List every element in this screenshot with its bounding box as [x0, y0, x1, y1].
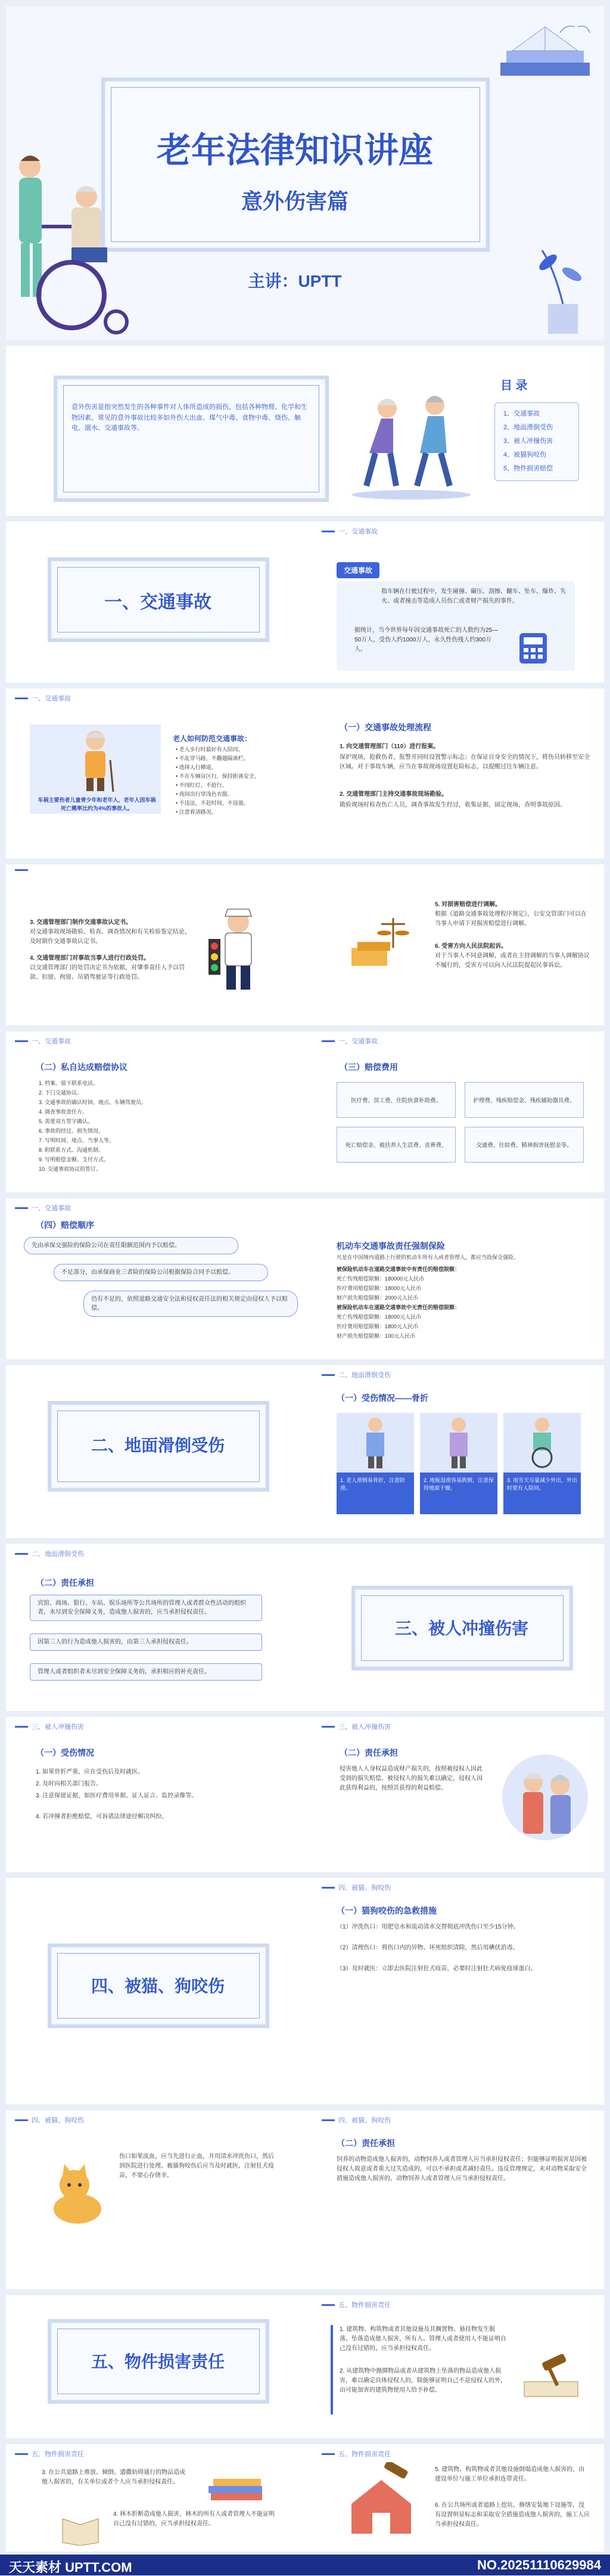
cover-title: 老年法律知识讲座 — [156, 131, 433, 170]
procedure-step-1: 1. 向交通管理部门（110）进行报案。 — [340, 743, 440, 750]
cover-slide — [6, 6, 604, 340]
prevent-title: 老人如何防范交通事故： — [173, 734, 252, 743]
breadcrumb — [15, 869, 28, 871]
elder-with-cane-icon — [69, 727, 122, 793]
prevent-item-6: • 夜间出行穿浅色衣服。 — [176, 791, 233, 797]
breadcrumb — [15, 1549, 84, 1558]
breadcrumb-label: 五、物件损害责任 — [32, 2451, 84, 2458]
agreement-item-2: 2. 下门交通协议。 — [39, 1090, 83, 1096]
order-step-1: 先由承保交强险的保险公司在责任限额范围内予以赔偿。 — [24, 1237, 238, 1254]
collision-injury-3: 3. 注意保留证据，如医疗费用单据、证人证言、监控录像等。 — [36, 1793, 198, 1799]
compensation-cell-2: 护理费、残疾赔偿金、残疾辅助器具费。 — [465, 1082, 584, 1118]
prevent-item-7: • 不违法，不赶时间，不逞强。 — [176, 800, 249, 806]
agreement-item-6: 6. 事故的经过、损失情况。 — [39, 1128, 104, 1134]
insurance-title: 机动车交通事故责任强制保险 — [337, 1241, 445, 1251]
agreement-title: （二）私自达成赔偿协议 — [36, 1062, 127, 1072]
procedure-title: （一）交通事故处理流程 — [340, 723, 431, 732]
gavel-book-icon — [518, 2349, 584, 2403]
slip-liability-1: 宾馆、商场、银行、车站、娱乐场所等公共场所的管理人或者群众性活动的组织者，未尽到安全保障义务，造成他人损害的，应当承担侵权责任。 — [30, 1595, 262, 1621]
breadcrumb-right — [322, 2449, 391, 2459]
procedure-step-2-desc: 勘验现场时检查伤亡人员，调查事故发生经过，收集证据，固定现场，查明事故原因。 — [340, 802, 566, 808]
breadcrumb-label: 一、交通事故 — [338, 1038, 378, 1045]
breadcrumb-label: 五、物件损害责任 — [338, 2302, 391, 2309]
bite-section-slide — [6, 1878, 604, 2104]
insurance-line-8: 财产损失赔偿限额：100元人民币 — [337, 1333, 416, 1339]
breadcrumb-label: 一、交通事故 — [32, 1205, 71, 1212]
object-rule-5: 5. 建筑物、构筑物或者其他设施倒塌造成他人损害的，由建设单位与施工单位承担连带责任。 — [435, 2466, 585, 2482]
prevent-item-2: • 不乱穿马路，不翻越隔离栏。 — [176, 755, 249, 761]
breadcrumb — [15, 1203, 71, 1213]
slip-injury-title: （一）受伤情况——骨折 — [337, 1393, 428, 1403]
procedure-step-5: 5. 对损害赔偿进行调解。 — [435, 901, 502, 908]
breadcrumb-right — [322, 2115, 391, 2125]
collision-injury-title: （一）受伤情况 — [36, 1748, 94, 1757]
elder-walker-icon — [441, 1416, 477, 1470]
agreement-item-8: 8. 附联系方式、沟通机制。 — [39, 1147, 104, 1153]
insurance-line-3: 医疗费用赔偿限额：18000元人民币 — [337, 1285, 422, 1291]
prevent-item-3: • 选择人行横道。 — [176, 764, 217, 770]
traffic-definition: 指车辆在行驶过程中，发生碰撞、碾压、刮擦、翻车、坠车、爆炸、失火、或者撞击等造成人员伤亡或者财产损失的事件。 — [381, 588, 566, 605]
toc-item-1[interactable]: 1、交通事故 — [503, 410, 540, 417]
bite-firstaid-1: （1）冲洗伤口：用肥皂水和流动清水交替彻底冲洗伤口至少15分钟。 — [337, 1924, 519, 1930]
object-section-slide — [6, 2295, 604, 2438]
collision-liability-title: （二）责任承担 — [340, 1748, 398, 1757]
nurse-elder-icon — [357, 1416, 393, 1470]
insurance-line-2: 死亡伤残赔偿限额：180000元人民币 — [337, 1276, 425, 1282]
collision-slide — [6, 1717, 604, 1872]
object-rule-6: 6. 在公共场所或者道路上挖坑、修缮安装地下设施等，没有设置明显标志和采取安全措施造成他人损害的，施工人应当承担侵权责任。 — [435, 2502, 590, 2528]
traffic-procedure-slide — [6, 864, 604, 1025]
breadcrumb — [15, 693, 71, 703]
procedure-step-4-desc: 以交通管理部门的处罚决定书为依据，对肇事责任人予以罚款、扣留、拘留、吊销驾驶证等行政处罚。 — [30, 965, 185, 981]
collision-injury-1: 1. 如果骨折严重，应在受伤后及时就医。 — [36, 1769, 144, 1775]
slip-note-3: 3. 雨雪天尽量减少外出，外出时要有人陪同。 — [503, 1473, 581, 1514]
compensation-cell-1: 医疗费、误工费、住院伙食补助费。 — [337, 1082, 456, 1118]
traffic-statistics: 据统计，当今世界每年因交通事故死亡的人数约为25—50万人，受伤人约1000万人，永久性伤残人约300万人。 — [354, 627, 499, 653]
bite-firstaid-title: （一）猫狗咬伤的急救措施 — [337, 1906, 437, 1915]
intro-frame — [54, 376, 329, 502]
intro-text: 意外伤害是指突然发生的各种事件对人体所造成的损伤，包括各种物理、化学和生物因素。常见的意外事故比较多如外伤大出血、煤气中毒、食物中毒、烧伤、触电、溺水、交通事故等。 — [71, 404, 307, 432]
traffic-prevent-slide — [6, 689, 604, 858]
agreement-item-4: 4. 调查事故责任方。 — [39, 1109, 88, 1115]
breadcrumb — [322, 526, 378, 536]
agreement-item-10: 10. 交通事故协议的签订。 — [39, 1166, 102, 1172]
walking-elders-icon — [346, 382, 483, 501]
procedure-step-6-desc: 对于当事人不同意调解，或者在主持调解的当事人调解协议不履行的，受害方可以向人民法院提起民事诉讼。 — [435, 953, 590, 969]
collision-injury-2: 2. 及时向相关部门报告。 — [36, 1781, 102, 1787]
prevent-item-1: • 老人步行时最好有人陪同。 — [176, 746, 244, 752]
breadcrumb-label: 二、地面滑倒受伤 — [32, 1551, 84, 1558]
cover-subtitle: 意外伤害篇 — [241, 189, 348, 213]
order-step-2: 不足部分，由承保商业三者险的保险公司根据保险合同予以赔偿。 — [54, 1264, 268, 1281]
breadcrumb — [322, 1370, 391, 1380]
elder-caption: 车祸主要伤者儿童青少年和老年人，老年人因车祸死亡概率比约为4%的事故人。 — [38, 797, 156, 812]
bite-liability-title: （二）责任承担 — [337, 2138, 395, 2148]
breadcrumb-left — [15, 1036, 71, 1046]
prevent-item-5: • 不闯红灯，不抢行。 — [176, 782, 228, 788]
bite-firstaid-3: （3）及时就医：立即去医院注射狂犬疫苗，必要时注射狂犬病免疫球蛋白。 — [337, 1966, 537, 1972]
traffic-tag: 交通事故 — [337, 562, 379, 578]
books-icon — [488, 15, 602, 104]
agreement-item-5: 5. 需要双方签字确认。 — [39, 1118, 94, 1124]
intro-toc-slide — [6, 346, 604, 516]
section-title-4: 四、被猫、狗咬伤 — [91, 1977, 225, 1995]
breadcrumb-right — [322, 1722, 391, 1731]
toc-item-2[interactable]: 2、地面滑倒受伤 — [503, 424, 553, 431]
compensation-cell-4: 交通费、住宿费、精神损害抚慰金等。 — [465, 1127, 584, 1163]
traffic-police-icon — [203, 903, 274, 993]
breadcrumb — [322, 1883, 391, 1892]
object-rule-4: 4. 林木折断造成他人损害，林木的所有人或者管理人不能证明自己没有过错的，应当承担侵权责任。 — [113, 2511, 275, 2527]
breadcrumb-right — [322, 1036, 378, 1046]
slip-liability-title: （二）责任承担 — [36, 1578, 94, 1588]
books-stack-icon — [203, 2462, 268, 2504]
procedure-step-5-desc: 根据《道路交通事故处理程序规定》，公安交管部门可以在当事人申请下对损害赔偿进行调解。 — [435, 911, 587, 927]
watermark-left: 天天素材 UPTT.COM — [9, 2560, 132, 2575]
agreement-item-1: 1. 档案、留下联系电话。 — [39, 1080, 99, 1086]
breadcrumb-label: 三、被人冲撞伤害 — [338, 1723, 391, 1731]
breadcrumb-left — [15, 1722, 84, 1731]
breadcrumb-label: 五、物件损害责任 — [338, 2451, 391, 2458]
bite-advice: 伤口如果流血，应当先进行止血，并用清水冲洗伤口，然后到医院进行处理。被猫狗咬伤后应当及时就医，注射狂犬疫苗，不要心存侥幸。 — [119, 2153, 274, 2179]
slip-note-1: 1. 老人滑倒易骨折，注意防滑。 — [337, 1473, 414, 1514]
breadcrumb-left — [15, 2449, 84, 2459]
breadcrumb-label: 一、交通事故 — [32, 1038, 71, 1045]
section-title-1: 一、交通事故 — [104, 593, 211, 612]
object-rule-2: 2. 从建筑物中抛掷物品或者从建筑物上坠落的物品造成他人损害，难以确定具体侵权人的，除能够证明自己不是侵权人的外，由可能加害的建筑物使用人给予补偿。 — [340, 2368, 506, 2394]
compensation-cell-3: 死亡赔偿金、被扶养人生活费、丧葬费。 — [337, 1127, 456, 1163]
object-liability-slide — [6, 2444, 604, 2552]
section-title-5: 五、物件损害责任 — [91, 2352, 225, 2371]
accent-bar — [331, 2325, 333, 2414]
breadcrumb-label: 一、交通事故 — [338, 528, 378, 535]
cat-icon — [42, 2158, 113, 2230]
bite-firstaid-2: （2）清理伤口：将伤口内的异物、坏死组织清除，然后用碘伏消毒。 — [337, 1945, 519, 1951]
order-title: （四）赔偿顺序 — [36, 1220, 94, 1230]
slip-section-slide — [6, 1365, 604, 1538]
procedure-step-4: 4. 交通管理部门对事故当事人进行行政处罚。 — [30, 955, 150, 962]
watermark-right: NO.20251110629984 — [477, 2558, 601, 2572]
agreement-compensation-slide — [6, 1031, 604, 1192]
breadcrumb-label: 二、地面滑倒受伤 — [338, 1372, 391, 1379]
book-pen-icon — [60, 2510, 101, 2546]
section-title-2: 二、地面滑倒受伤 — [91, 1436, 225, 1455]
breadcrumb-label: 四、被猫、狗咬伤 — [338, 2117, 391, 2124]
breadcrumb-label: 一、交通事故 — [32, 695, 71, 702]
section-title-3: 三、被人冲撞伤害 — [394, 1619, 528, 1638]
elder-couple-icon — [500, 1753, 590, 1848]
procedure-step-3-desc: 对交通事故现场勘验、检查、调查情况和有关检验鉴定结论，及时制作交通事故认定书。 — [30, 929, 191, 945]
breadcrumb-label: 四、被猫、狗咬伤 — [338, 1884, 391, 1892]
toc-item-5[interactable]: 5、物件损害赔偿 — [503, 465, 553, 472]
procedure-step-3: 3. 交通管理部门制作交通事故认定书。 — [30, 919, 132, 926]
insurance-line-1: 被保险机动车在道路交通事故中有责任的赔偿限额： — [337, 1266, 460, 1272]
breadcrumb-label: 三、被人冲撞伤害 — [32, 1723, 84, 1731]
collision-injury-4: 4. 若冲撞者拒绝赔偿，可诉诸法律途径解决纠纷。 — [36, 1814, 168, 1820]
compensation-order-slide — [6, 1198, 604, 1359]
compensation-title: （三）赔偿费用 — [340, 1062, 398, 1072]
agreement-item-3: 3. 交通事故的确认时间、地点、车辆驾驶员。 — [39, 1099, 147, 1105]
slip-note-2: 2. 地板湿滑容易跌倒，注意保持地面干燥。 — [420, 1473, 497, 1514]
insurance-line-6: 死亡伤残赔偿限额：18000元人民币 — [337, 1314, 422, 1320]
bite-liability-slide — [6, 2110, 604, 2289]
order-step-3: 仍有不足的，依照道路交通安全法和侵权责任法的相关规定由侵权人予以赔偿。 — [83, 1291, 298, 1317]
procedure-step-2: 2. 交通管理部门主持交通事故现场勘验。 — [340, 791, 448, 798]
prevent-item-8: • 注意看清路况。 — [176, 809, 217, 815]
toc-item-4[interactable]: 4、被猫狗咬伤 — [503, 451, 547, 458]
wheelchair-elder-icon — [6, 149, 137, 340]
breadcrumb — [322, 2300, 391, 2310]
object-rule-1: 1. 建筑物、构筑物或者其他设施及其搁置物、悬挂物发生脱落、坠落造成他人损害，所有人、管理人或者使用人不能证明自己没有过错的，应当承担侵权责任。 — [340, 2326, 506, 2352]
insurance-line-4: 财产损失赔偿限额：2000元人民币 — [337, 1295, 419, 1301]
gavel-house-icon — [340, 2462, 423, 2540]
procedure-step-6: 6. 受害方向人民法院起诉。 — [435, 943, 508, 950]
prevent-item-4: • 不在车辆盲区行，保持距离安全。 — [176, 773, 260, 779]
insurance-intro: 凡是在中国境内道路上行驶的机动车所有人或者管理人，都应当投保交强险。 — [337, 1254, 519, 1260]
breadcrumb-label: 四、被猫、狗咬伤 — [32, 2117, 84, 2124]
toc-item-3[interactable]: 3、被人冲撞伤害 — [503, 438, 553, 445]
agreement-item-9: 9. 写明赔偿金额、支付方式。 — [39, 1157, 110, 1163]
insurance-line-7: 医疗费用赔偿限额：1800元人民币 — [337, 1323, 419, 1329]
slip-liability-2: 因第三人的行为造成他人损害的，由第三人承担侵权责任。 — [30, 1633, 262, 1651]
plant-icon — [530, 233, 596, 334]
collision-liability-text: 侵害他人人身权益造成财产损失的，按照被侵权人因此受到的损失赔偿。被侵权人的损失难以确定，侵权人因此获得利益的，按照其获得的利益赔偿。 — [340, 1766, 483, 1791]
traffic-section-slide — [6, 522, 604, 683]
breadcrumb-left — [15, 2115, 84, 2125]
agreement-item-7: 7. 写明时间、地点、当事人等。 — [39, 1137, 115, 1143]
insurance-line-5: 被保险机动车在道路交通事故中无责任的赔偿限额： — [337, 1304, 460, 1310]
slip-liability-3: 管理人或者组织者未尽到安全保障义务的，承担相应的补充责任。 — [30, 1663, 262, 1681]
object-rule-3: 3. 在公共道路上堆放、倾倒、遗撒妨碍通行的物品造成他人损害的，有关单位或者个人应当承担侵权责任。 — [42, 2469, 186, 2485]
procedure-step-1-desc: 保护现场，抢救伤者，报警并同时设置警示标志；在保证自身安全的情况下，将伤员转移至安全区域。对于事故车辆，应当在事故现场设置危险标志，以提醒过往车辆注意。 — [340, 754, 590, 770]
bite-liability-text: 饲养的动物造成他人损害的，动物饲养人或者管理人应当承担侵权责任；但能够证明损害是因被侵权人故意或者重大过失造成的，可以不承担或者减轻责任。违反管理规定，未对动物采取安全措施造成他人损害的，动物饲养人或者管理人应当承担侵权责任。 — [337, 2156, 587, 2182]
watermark-footer — [0, 2555, 610, 2575]
cover-speaker: 主讲：UPTT — [248, 272, 342, 290]
scales-money-icon — [340, 912, 411, 972]
calculator-icon — [518, 632, 548, 665]
toc-title: 目 录 — [500, 379, 528, 392]
elder-wheelchair-icon — [524, 1416, 560, 1470]
slip-liability-slide — [6, 1544, 604, 1711]
